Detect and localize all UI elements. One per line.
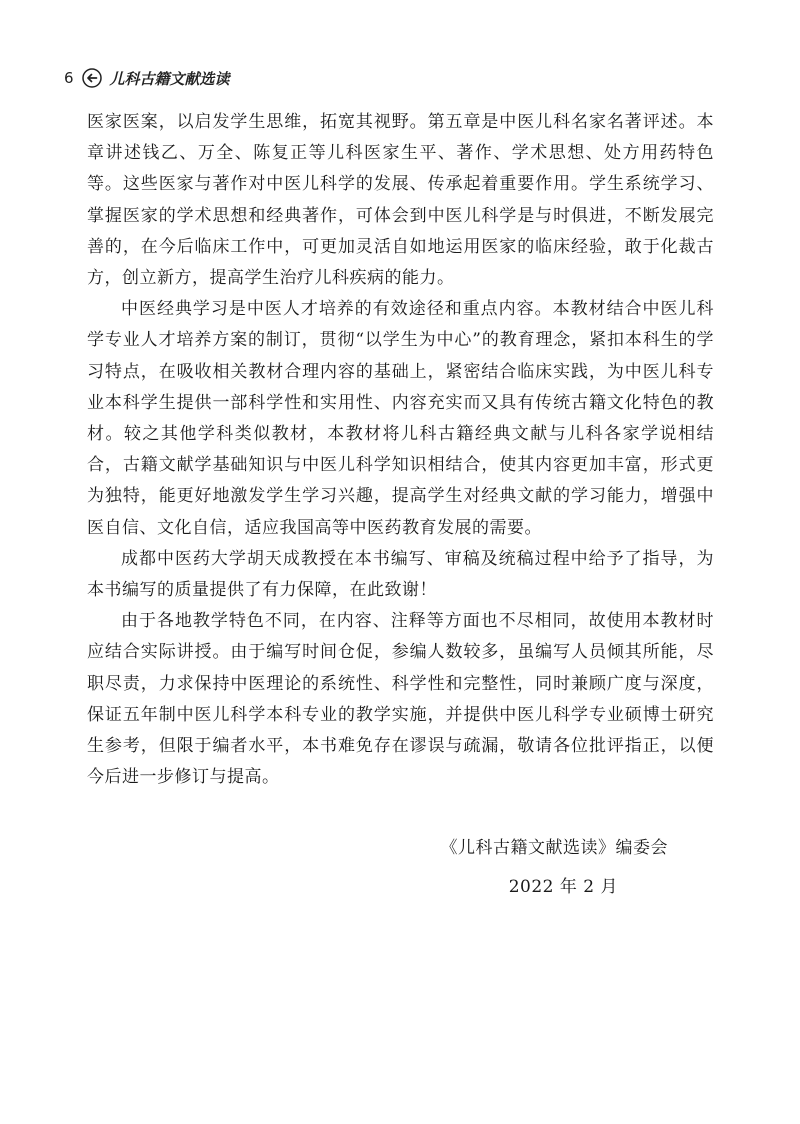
signature-committee: 《儿科古籍文献选读》编委会: [440, 838, 668, 858]
page-number: 6: [64, 69, 74, 87]
paragraph-classics-study: 中医经典学习是中医人才培养的有效途径和重点内容。本教材结合中医儿科学专业人才培养方案的制订，贯彻“以学生为中心”的教育理念，紧扣本科生的学习特点，在吸收相关教材合理内容的基础上，紧密结合临床实践，为中医儿科专业本科学生提供一部科学性和实用性、内容充实而又具有传统古籍文化特色的教材。较之其他学科类似教材，本教材将儿科古籍经典文献与儿科各家学说相结合，古籍文献学基础知识与中医儿科学知识相结合，使其内容更加丰富，形式更为独特，能更好地激发学生学习兴趣，提高学生对经典文献的学习能力，增强中医自信、文化自信，适应我国高等中医药教育发展的需要。: [87, 299, 714, 538]
running-title: 儿科古籍文献选读: [109, 69, 230, 88]
body-text: [87, 107, 714, 793]
paragraph-acknowledgement: 成都中医药大学胡天成教授在本书编写、审稿及统稿过程中给予了指导，为本书编写的质量提供了有力保障，在此致谢！: [87, 548, 714, 601]
running-header: [64, 66, 230, 90]
signature-date: 2022 年 2 月: [508, 877, 618, 897]
paragraph-continued: 医家医案，以启发学生思维，拓宽其视野。第五章是中医儿科名家名著评述。本章讲述钱乙、万全、陈复正等儿科医家生平、著作、学术思想、处方用药特色等。这些医家与著作对中医儿科学的发展、传承起着重要作用。学生系统学习、掌握医家的学术思想和经典著作，可体会到中医儿科学是与时俱进，不断发展完善的，在今后临床工作中，可更加灵活自如地运用医家的临床经验，敢于化裁古方，创立新方，提高学生治疗儿科疾病的能力。: [87, 112, 714, 289]
arrow-left-circle-icon: [82, 68, 102, 88]
paragraph-limitations: 由于各地教学特色不同，在内容、注释等方面也不尽相同，故使用本教材时应结合实际讲授。由于编写时间仓促，参编人数较多，虽编写人员倾其所能，尽职尽责，力求保持中医理论的系统性、科学性和完整性，同时兼顾广度与深度，保证五年制中医儿科学本科专业的教学实施，并提供中医儿科学专业硕博士研究生参考，但限于编者水平，本书难免存在谬误与疏漏，敬请各位批评指正，以便今后进一步修订与提高。: [87, 611, 714, 788]
